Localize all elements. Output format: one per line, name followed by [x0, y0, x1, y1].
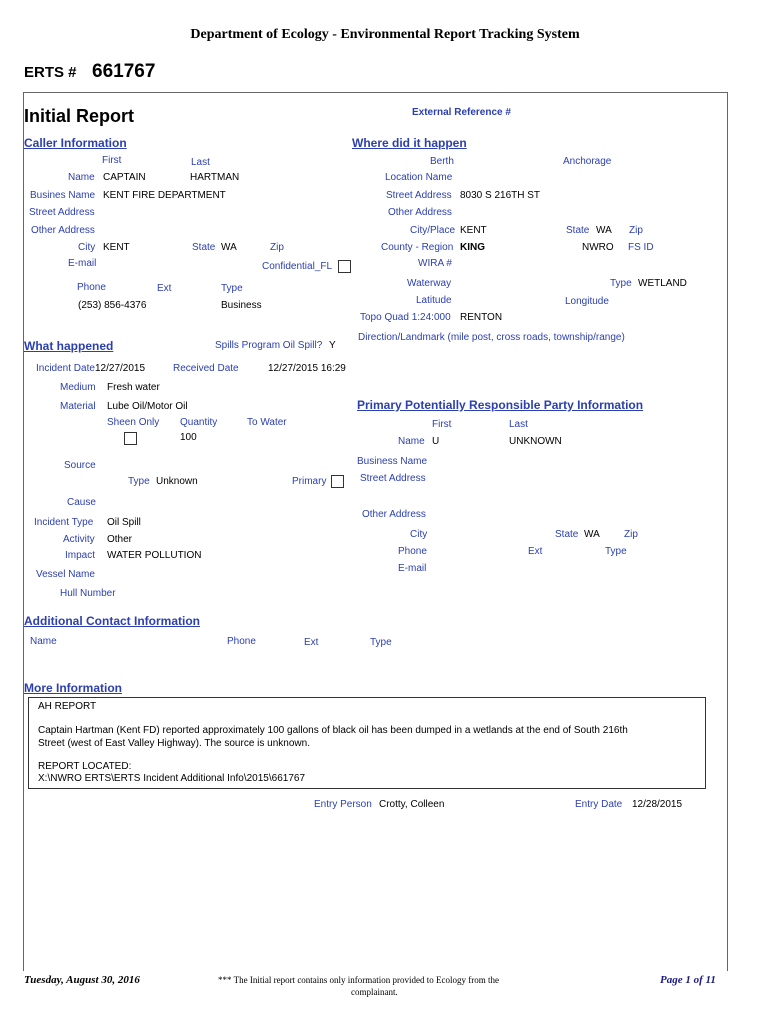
footer-date: Tuesday, August 30, 2016 — [24, 974, 140, 986]
medium-value: Fresh water — [107, 382, 160, 393]
source-label: Source — [64, 460, 96, 471]
more-info-line: AH REPORT — [38, 701, 97, 712]
more-info-line: Street (west of East Valley Highway). The source is unknown. — [38, 738, 310, 749]
contact-name-label: Name — [30, 636, 57, 647]
spills-program-label: Spills Program Oil Spill? — [215, 340, 323, 351]
footer-note-line2: complainant. — [351, 987, 398, 997]
location-wria-label: WIRA # — [418, 258, 452, 269]
sheen-only-checkbox[interactable] — [124, 432, 137, 445]
caller-name-label: Name — [68, 172, 95, 183]
caller-last-value: HARTMAN — [190, 172, 240, 183]
location-street-value: 8030 S 216TH ST — [460, 190, 541, 201]
location-state-label: State — [566, 225, 590, 236]
ppr-state-label: State — [555, 529, 579, 540]
more-info-section-title: More Information — [24, 681, 122, 695]
location-region-value: NWRO — [582, 242, 614, 253]
entry-person-value: Crotty, Colleen — [379, 799, 445, 810]
report-frame — [23, 92, 728, 971]
more-info-line: REPORT LOCATED: — [38, 761, 132, 772]
received-date-value: 12/27/2015 16:29 — [268, 363, 346, 374]
ppr-zip-label: Zip — [624, 529, 638, 540]
quantity-value: 100 — [180, 432, 197, 443]
to-water-label: To Water — [247, 417, 287, 428]
primary-checkbox[interactable] — [331, 475, 344, 488]
footer-page: Page 1 of 11 — [660, 974, 716, 986]
location-waterway-label: Waterway — [407, 278, 452, 289]
caller-zip-label: Zip — [270, 242, 284, 253]
impact-value: WATER POLLUTION — [107, 550, 202, 561]
caller-first-value: CAPTAIN — [103, 172, 146, 183]
caller-street-label: Street Address — [29, 207, 95, 218]
external-reference-label: External Reference # — [412, 107, 511, 118]
received-date-label: Received Date — [173, 363, 239, 374]
activity-value: Other — [107, 534, 133, 545]
location-county-value: KING — [460, 242, 485, 253]
location-anchorage-label: Anchorage — [563, 156, 612, 167]
spills-program-value: Y — [329, 340, 336, 351]
additional-contact-section-title: Additional Contact Information — [24, 614, 200, 628]
footer-note-line1: *** The Initial report contains only information provided to Ecology from the — [218, 975, 500, 985]
location-section-title: Where did it happen — [352, 136, 467, 150]
incident-type-label: Incident Type — [34, 517, 94, 528]
erts-label: ERTS # — [24, 64, 77, 81]
quantity-label: Quantity — [180, 417, 218, 428]
caller-type-label: Type — [221, 283, 243, 294]
location-topo-quad-label: Topo Quad 1:24:000 — [360, 312, 451, 323]
report-title: Initial Report — [24, 106, 135, 126]
ppr-ext-label: Ext — [528, 546, 543, 557]
location-zip-label: Zip — [629, 225, 643, 236]
location-county-region-label: County - Region — [381, 242, 454, 253]
caller-state-label: State — [192, 242, 216, 253]
contact-phone-label: Phone — [227, 636, 256, 647]
ppr-street-label: Street Address — [360, 473, 426, 484]
incident-date-label: Incident Date — [36, 363, 95, 374]
vessel-name-label: Vessel Name — [36, 569, 95, 580]
caller-phone-value: (253) 856-4376 — [78, 300, 147, 311]
entry-person-label: Entry Person — [314, 799, 372, 810]
location-type-label: Type — [610, 278, 632, 289]
caller-city-label: City — [78, 242, 96, 253]
erts-number: 661767 — [92, 61, 156, 82]
hull-number-label: Hull Number — [60, 588, 116, 599]
location-street-label: Street Address — [386, 190, 452, 201]
location-other-address-label: Other Address — [388, 207, 452, 218]
caller-email-label: E-mail — [68, 258, 97, 269]
ppr-phone-label: Phone — [398, 546, 427, 557]
impact-label: Impact — [65, 550, 96, 561]
caller-business-value: KENT FIRE DEPARTMENT — [103, 190, 226, 201]
primary-label: Primary — [292, 476, 327, 487]
caller-section-title: Caller Information — [24, 136, 127, 150]
caller-confidential-label: Confidential_FL — [262, 261, 333, 272]
caller-phone-label: Phone — [77, 282, 106, 293]
caller-last-label: Last — [191, 157, 210, 168]
more-info-line: Captain Hartman (Kent FD) reported approximately 100 gallons of black oil has been dumped in a wetlands at the end of South 216th — [38, 725, 628, 736]
entry-date-value: 12/28/2015 — [632, 799, 683, 810]
ppr-city-label: City — [410, 529, 428, 540]
location-type-value: WETLAND — [638, 278, 687, 289]
ppr-last-label: Last — [509, 419, 528, 430]
location-name-label: Location Name — [385, 172, 453, 183]
source-type-label: Type — [128, 476, 150, 487]
location-state-value: WA — [596, 225, 612, 236]
cause-label: Cause — [67, 497, 96, 508]
location-latitude-label: Latitude — [416, 295, 452, 306]
location-topo-quad-value: RENTON — [460, 312, 503, 323]
location-berth-label: Berth — [430, 156, 454, 167]
ppr-section-title: Primary Potentially Responsible Party Information — [357, 398, 644, 412]
source-type-value: Unknown — [156, 476, 198, 487]
location-city-place-value: KENT — [460, 225, 487, 236]
incident-date-value: 12/27/2015 — [95, 363, 146, 374]
caller-first-label: First — [102, 155, 122, 166]
ppr-last-value: UNKNOWN — [509, 436, 562, 447]
ppr-state-value: WA — [584, 529, 600, 540]
caller-business-label: Busines Name — [30, 190, 96, 201]
ppr-other-address-label: Other Address — [362, 509, 426, 520]
contact-type-label: Type — [370, 637, 392, 648]
ppr-email-label: E-mail — [398, 563, 427, 574]
location-city-place-label: City/Place — [410, 225, 456, 236]
medium-label: Medium — [60, 382, 96, 393]
ppr-type-label: Type — [605, 546, 627, 557]
more-info-box — [28, 697, 706, 789]
caller-ext-label: Ext — [157, 283, 172, 294]
ppr-business-label: Business Name — [357, 456, 428, 467]
caller-city-value: KENT — [103, 242, 130, 253]
what-happened-section-title: What happened — [24, 339, 114, 353]
caller-other-address-label: Other Address — [31, 225, 95, 236]
material-label: Material — [60, 401, 96, 412]
location-direction-label: Direction/Landmark (mile post, cross roads, township/range) — [358, 332, 625, 343]
material-value: Lube Oil/Motor Oil — [107, 401, 188, 412]
ppr-first-label: First — [432, 419, 452, 430]
incident-type-value: Oil Spill — [107, 517, 141, 528]
location-fs-id-label: FS ID — [628, 242, 654, 253]
page-title: Department of Ecology - Environmental Report Tracking System — [190, 27, 580, 42]
activity-label: Activity — [63, 534, 95, 545]
more-info-line: X:\NWRO ERTS\ERTS Incident Additional Info\2015\661767 — [38, 773, 306, 784]
confidential-checkbox[interactable] — [338, 260, 351, 273]
location-longitude-label: Longitude — [565, 296, 609, 307]
entry-date-label: Entry Date — [575, 799, 623, 810]
sheen-only-label: Sheen Only — [107, 417, 160, 428]
ppr-first-value: U — [432, 436, 440, 447]
caller-state-value: WA — [221, 242, 237, 253]
caller-type-value: Business — [221, 300, 262, 311]
contact-ext-label: Ext — [304, 637, 319, 648]
ppr-name-label: Name — [398, 436, 425, 447]
